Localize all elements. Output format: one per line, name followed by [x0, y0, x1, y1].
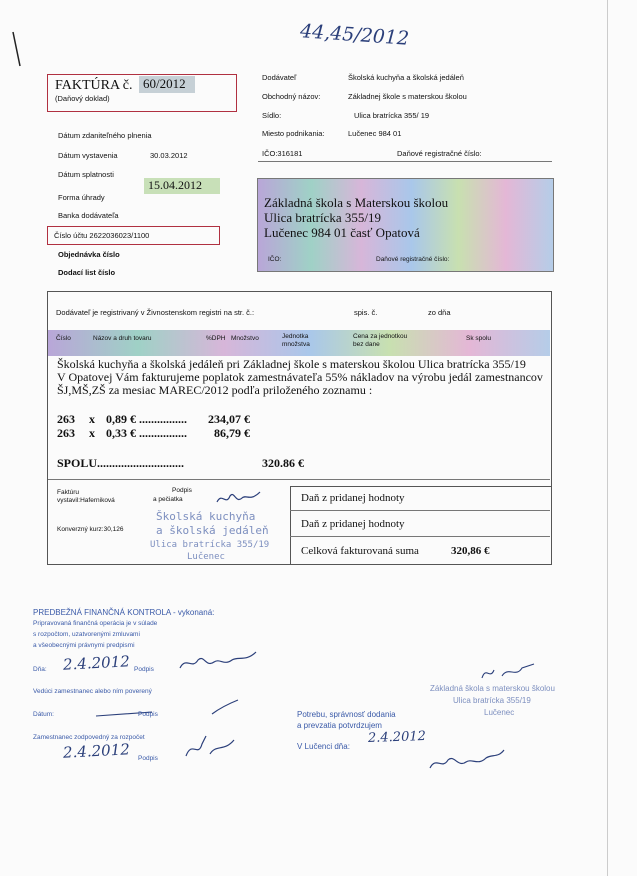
delivery-note-label: Dodací list číslo [58, 268, 116, 277]
body-line-1: Školská kuchyňa a školská jedáleň pri Základnej škole s materskou školou Ulica bratrícka 355/19 [57, 357, 526, 371]
school-stamp-line-3: Ulica bratrícka 355/19 [150, 540, 270, 550]
account-number: Číslo účtu 2622036023/1100 [54, 231, 150, 240]
trade-name-label: Obchodný názov: [262, 92, 321, 101]
calc-total-2: 86,79 € [214, 426, 250, 440]
school-stamp-line-2: a školská jedáleň [156, 524, 269, 537]
customer-line-3: Lučenec 984 01 časť Opatová [264, 225, 420, 240]
header-unit: Jednotka množstva [282, 333, 310, 348]
vat-divider-2 [290, 536, 550, 537]
receipt-line-2: a prevzatia potvrdzujem [297, 721, 382, 730]
header-unit-price: Cena za jednotkou bez dane [353, 333, 408, 348]
control-date-label-2: Dátum: [33, 711, 54, 718]
control-signature-label-3: Podpis [138, 755, 158, 762]
receipt-date: 2.4.2012 [367, 728, 427, 747]
calc-qty-2: 263 [57, 426, 75, 440]
total-label: SPOLU............................. [57, 456, 185, 470]
register-file: spis. č. [354, 308, 378, 317]
margin-mark [10, 30, 24, 70]
receipt-line-1: Potrebu, správnosť dodania [297, 710, 396, 719]
right-signature [478, 660, 538, 682]
seat-label: Sídlo: [262, 111, 282, 120]
header-vat: %DPH [206, 335, 226, 342]
bank-label: Banka dodávateľa [58, 211, 119, 220]
control-line-3: a všeobecnými právnymi predpismi [33, 642, 135, 649]
control-budget-label: Zamestnanec zodpovedný za rozpočet [33, 734, 145, 741]
receipt-date-label: V Lučenci dňa: [297, 742, 350, 751]
supplier-name: Školská kuchyňa a školská jedáleň [348, 73, 464, 82]
invoice-number: 60/2012 [139, 76, 195, 93]
header-qty: Množstvo [231, 335, 259, 342]
control-signature-label-1: Podpis [134, 666, 154, 673]
control-signature-label-2: Podpis [138, 711, 158, 718]
header-name: Názov a druh tovaru [93, 335, 152, 342]
footer-divider [48, 479, 550, 480]
control-line-1: Pripravovaná finančná operácia je v súlade [33, 620, 158, 627]
trade-name: Základnej škole s materskou školou [348, 92, 467, 101]
issued-by: vystavil:Haferniková [57, 497, 115, 504]
calc-x-2: x [89, 426, 95, 440]
control-signature-2 [92, 698, 242, 720]
conversion-rate: Konverzný kurz:30,126 [57, 526, 124, 533]
control-date-2: 2.4.2012 [62, 740, 131, 762]
supplier-divider [258, 161, 552, 162]
control-date-label: Dňa: [33, 666, 47, 673]
signature-scribble [214, 488, 264, 510]
calc-price-2: 0,33 € ................ [106, 426, 187, 440]
school-stamp-line-4: Lučenec [187, 552, 225, 562]
issued-by-label: Faktúru [57, 489, 80, 496]
grand-total-label: Celková fakturovaná suma [301, 545, 419, 557]
customer-dic-label: Daňové registračné číslo: [376, 256, 450, 263]
invoice-title: FAKTÚRA č. [55, 78, 133, 93]
signature-label: Podpis [172, 487, 192, 494]
calc-x-1: x [89, 412, 95, 426]
control-line-2: s rozpočtom, uzatvorenými zmluvami [33, 631, 140, 638]
supplier-ico: IČO:316181 [262, 149, 303, 158]
header-total: Sk spolu [466, 335, 491, 342]
receipt-signature [426, 748, 506, 774]
body-line-3: ŠJ,MŠ,ZŠ za mesiac MAREC/2012 podľa priloženého zoznamu : [57, 383, 373, 397]
grand-total-value: 320,86 € [451, 545, 490, 557]
right-stamp-line-3: Lučenec [484, 708, 515, 717]
supplier-dic-label: Daňové registračné číslo: [397, 149, 482, 158]
calc-total-1: 234,07 € [208, 412, 250, 426]
date-issue-label: Dátum vystavenia [58, 151, 118, 160]
vat-label-2: Daň z pridanej hodnoty [301, 518, 405, 530]
place: Lučenec 984 01 [348, 129, 402, 138]
supplier-label: Dodávateľ [262, 73, 297, 82]
body-line-2: V Opatovej Vám fakturujeme poplatok zamestnávateľa 55% nákladov na výrobu jedál zamestnancov [57, 370, 543, 384]
control-title: PREDBEŽNÁ FINANČNÁ KONTROLA - vykonaná: [33, 608, 215, 617]
vat-divider-1 [290, 510, 550, 511]
date-taxable-label: Dátum zdaniteľného plnenia [58, 131, 152, 140]
control-signature-3 [180, 730, 240, 762]
calc-qty-1: 263 [57, 412, 75, 426]
customer-line-1: Základná škola s Materskou školou [264, 195, 449, 210]
header-number: Číslo [56, 335, 71, 342]
date-issue-value: 30.03.2012 [150, 151, 188, 160]
stamp-label: a pečiatka [153, 496, 183, 503]
payment-form-label: Forma úhrady [58, 193, 105, 202]
date-due-value: 15.04.2012 [144, 178, 220, 194]
right-stamp-line-2: Ulica bratrícka 355/19 [453, 696, 531, 705]
handwritten-reference: 44,45/2012 [299, 20, 410, 50]
control-signature-1 [176, 648, 261, 676]
register-date: zo dňa [428, 308, 451, 317]
place-label: Miesto podnikania: [262, 129, 325, 138]
control-manager-label: Vedúci zamestnanec alebo ním poverený [33, 688, 152, 695]
date-due-label: Dátum splatnosti [58, 170, 114, 179]
invoice-subtitle: (Daňový doklad) [55, 94, 110, 103]
page-edge-line [607, 0, 608, 876]
control-date-1: 2.4.2012 [62, 652, 131, 674]
register-text: Dodávateľ je registrivaný v Živnostenskom registri na str. č.: [56, 308, 255, 317]
vat-label-1: Daň z pridanej hodnoty [301, 492, 405, 504]
right-stamp-line-1: Základná škola s materskou školou [430, 684, 555, 693]
customer-ico-label: IČO: [268, 256, 282, 263]
calc-price-1: 0,89 € ................ [106, 412, 187, 426]
school-stamp-line-1: Školská kuchyňa [156, 510, 256, 523]
total-value: 320.86 € [262, 456, 304, 470]
order-number-label: Objednávka číslo [58, 250, 120, 259]
customer-line-2: Ulica bratrícka 355/19 [264, 210, 381, 225]
seat: Ulica bratrícka 355/ 19 [354, 111, 430, 120]
